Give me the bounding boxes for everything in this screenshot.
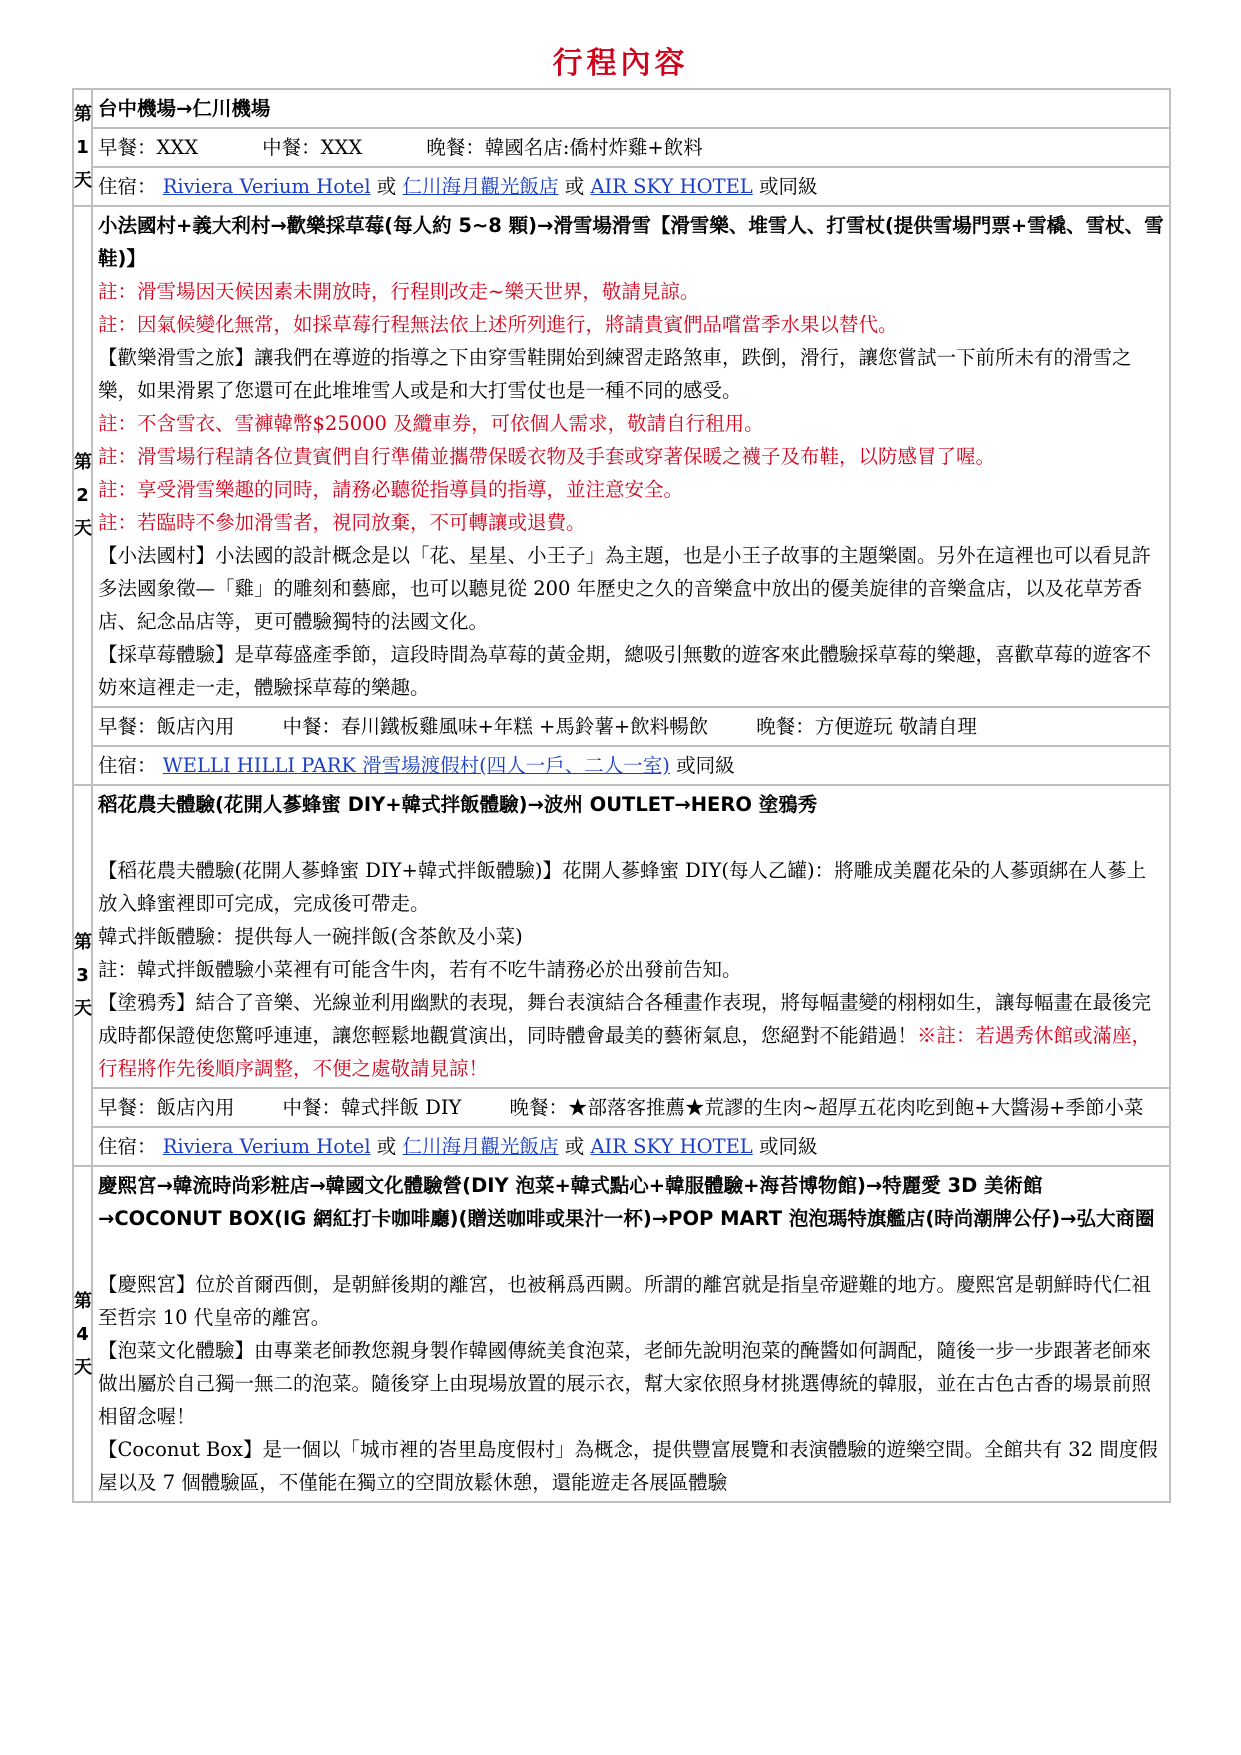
day3-label: 第 3 天 xyxy=(73,785,92,1166)
hotel-link-haewol[interactable]: 仁川海月觀光飯店 xyxy=(402,175,559,198)
day3-route: 稻花農夫體驗(花開人蔘蜂蜜 DIY+韓式拌飯體驗)→波州 OUTLET→HERO 塗鴉秀 xyxy=(98,793,818,816)
day4-coconut-desc: 【Coconut Box】是一個以「城市裡的峇里島度假村」為概念，提供豐富展覽和表演體驗的遊樂空間。全館共有 32 間度假屋以及 7 個體驗區，不僅能在獨立的空間放鬆休憩，還能遊走各展區體驗 xyxy=(98,1438,1158,1494)
hotel-link-welli-hilli[interactable]: WELLI HILLI PARK 滑雪場渡假村(四人一戶、二人一室) xyxy=(162,754,670,777)
day2-route: 小法國村+義大利村→歡樂採草莓(每人約 5~8 顆)→滑雪場滑雪【滑雪樂、堆雪人、打雪杖(提供雪場門票+雪橇、雪杖、雪鞋)】 xyxy=(98,214,1164,270)
day1-route-row xyxy=(73,89,1170,128)
day2-label: 第 2 天 xyxy=(73,206,92,785)
day1-label: 第 1 天 xyxy=(73,89,92,206)
day2-note: 註：滑雪場因天候因素未開放時，行程則改走~樂天世界，敬請見諒。 xyxy=(98,280,700,303)
day3-hero-note: ※註：若遇秀休館或滿座，行程將作先後順序調整，不便之處敬請見諒！ xyxy=(98,1024,1152,1080)
day1-meals-row xyxy=(73,128,1170,167)
day2-note: 註：不含雪衣、雪褲韓幣$25000 及纜車券，可依個人需求，敬請自行租用。 xyxy=(98,412,764,435)
day3-meals: 早餐：飯店內用 中餐：韓式拌飯 DIY 晚餐：★部落客推薦★荒謬的生肉~超厚五花肉吃到飽+大醬湯+季節小菜 xyxy=(92,1088,1170,1127)
day1-meals xyxy=(92,128,1170,167)
day3-hero-desc: 【塗鴉秀】結合了音樂、光線並利用幽默的表現，舞台表演結合各種畫作表現，將每幅畫變的栩栩如生，讓每幅畫在最後完成時都保證使您驚呼連連，讓您輕鬆地觀賞演出，同時體會最美的藝術氣息，您絕對不能錯過！※註：若遇秀休館或滿座，行程將作先後順序調整，不便之處敬請見諒！ xyxy=(98,991,1152,1080)
day3-bibimbap-note: 註：韓式拌飯體驗小菜裡有可能含牛肉，若有不吃牛請務必於出發前告知。 xyxy=(98,958,742,981)
itinerary-table xyxy=(72,88,1171,1503)
day4-content-row xyxy=(73,1166,1170,1502)
day2-content xyxy=(92,206,1170,707)
day2-ski-desc: 【歡樂滑雪之旅】讓我們在導遊的指導之下由穿雪鞋開始到練習走路煞車，跌倒，滑行，讓您嘗試一下前所未有的滑雪之樂，如果滑累了您還可在此堆堆雪人或是和大打雪仗也是一種不同的感受。 xyxy=(98,346,1132,402)
day2-strawberry-desc: 【採草莓體驗】是草莓盛產季節，這段時間為草莓的黃金期，總吸引無數的遊客來此體驗採草莓的樂趣，喜歡草莓的遊客不妨來這裡走一走，體驗採草莓的樂趣。 xyxy=(98,643,1152,699)
day2-meals: 早餐：飯店內用 中餐：春川鐵板雞風味+年糕 +馬鈴薯+飲料暢飲 晚餐：方便遊玩 敬請自理 xyxy=(92,707,1170,746)
day1-dinner: 晚餐：韓國名店:僑村炸雞+飲料 xyxy=(426,136,703,159)
day2-content-row xyxy=(73,206,1170,707)
day4-route: 慶熙宮→韓流時尚彩粧店→韓國文化體驗營(DIY 泡菜+韓式點心+韓服體驗+海苔博物館)→特麗愛 3D 美術館→COCONUT BOX(IG 網紅打卡咖啡廳)(贈送咖啡或果汁一杯)→POP MART 泡泡瑪特旗艦店(時尚潮牌公仔)→弘大商圈 xyxy=(98,1174,1155,1230)
day3-content-row xyxy=(73,785,1170,1088)
day1-hotel: 住宿： Riviera Verium Hotel 或 仁川海月觀光飯店 或 AIR SKY HOTEL 或同級 xyxy=(92,167,1170,206)
day1-lunch: 中餐：XXX xyxy=(262,136,363,159)
hotel-link-haewol[interactable]: 仁川海月觀光飯店 xyxy=(402,1135,559,1158)
hotel-link-riviera[interactable]: Riviera Verium Hotel xyxy=(162,175,371,198)
day3-hotel-row xyxy=(73,1127,1170,1166)
day3-hotel: 住宿： Riviera Verium Hotel 或 仁川海月觀光飯店 或 AIR SKY HOTEL 或同級 xyxy=(92,1127,1170,1166)
day1-breakfast: 早餐：XXX xyxy=(98,136,199,159)
day1-hotel-row xyxy=(73,167,1170,206)
day3-meals-row xyxy=(73,1088,1170,1127)
hotel-link-airsky[interactable]: AIR SKY HOTEL xyxy=(590,175,753,198)
hotel-link-riviera[interactable]: Riviera Verium Hotel xyxy=(162,1135,371,1158)
day2-hotel: 住宿： WELLI HILLI PARK 滑雪場渡假村(四人一戶、二人一室) 或同級 xyxy=(92,746,1170,785)
day1-route: 台中機場→仁川機場 xyxy=(92,89,1170,128)
day3-bibimbap: 韓式拌飯體驗：提供每人一碗拌飯(含茶飲及小菜) xyxy=(98,925,523,948)
day2-note: 註：因氣候變化無常，如採草莓行程無法依上述所列進行，將請貴賓們品嚐當季水果以替代。 xyxy=(98,313,898,336)
day4-kimchi-desc: 【泡菜文化體驗】由專業老師教您親身製作韓國傳統美食泡菜，老師先說明泡菜的醃醬如何調配，隨後一步一步跟著老師來做出屬於自己獨一無二的泡菜。隨後穿上由現場放置的展示衣，幫大家依照身材挑選傳統的韓服，並在古色古香的場景前照相留念喔！ xyxy=(98,1339,1152,1428)
day2-petite-france-desc: 【小法國村】小法國的設計概念是以「花、星星、小王子」為主題，也是小王子故事的主題樂園。另外在這裡也可以看見許多法國象徵—「雞」的雕刻和藝廊，也可以聽見從 200 年歷史之久的音樂盒中放出的優美旋律的音樂盒店，以及花草芳香店、紀念品店等，更可體驗獨特的法國文化。 xyxy=(98,544,1152,633)
hotel-link-airsky[interactable]: AIR SKY HOTEL xyxy=(590,1135,753,1158)
day3-farm-desc: 【稻花農夫體驗(花開人蔘蜂蜜 DIY+韓式拌飯體驗)】花開人蔘蜂蜜 DIY(每人乙罐)：將雕成美麗花朵的人蔘頭綁在人蔘上放入蜂蜜裡即可完成，完成後可帶走。 xyxy=(98,859,1147,915)
day4-label: 第 4 天 xyxy=(73,1166,92,1502)
day2-note: 註：享受滑雪樂趣的同時，請務必聽從指導員的指導，並注意安全。 xyxy=(98,478,684,501)
day2-note: 註：若臨時不參加滑雪者，視同放棄，不可轉讓或退費。 xyxy=(98,511,586,534)
page-title: 行程內容 xyxy=(552,46,689,81)
day2-meals-row xyxy=(73,707,1170,746)
day3-content xyxy=(92,785,1170,1088)
day2-hotel-row xyxy=(73,746,1170,785)
day4-palace-desc: 【慶熙宮】位於首爾西側，是朝鮮後期的離宮，也被稱爲西闕。所謂的離宮就是指皇帝避難的地方。慶熙宮是朝鮮時代仁祖至哲宗 10 代皇帝的離宮。 xyxy=(98,1273,1152,1329)
day4-content xyxy=(92,1166,1170,1502)
day2-note: 註：滑雪場行程請各位貴賓們自行準備並攜帶保暖衣物及手套或穿著保暖之襪子及布鞋，以防感冒了喔。 xyxy=(98,445,996,468)
